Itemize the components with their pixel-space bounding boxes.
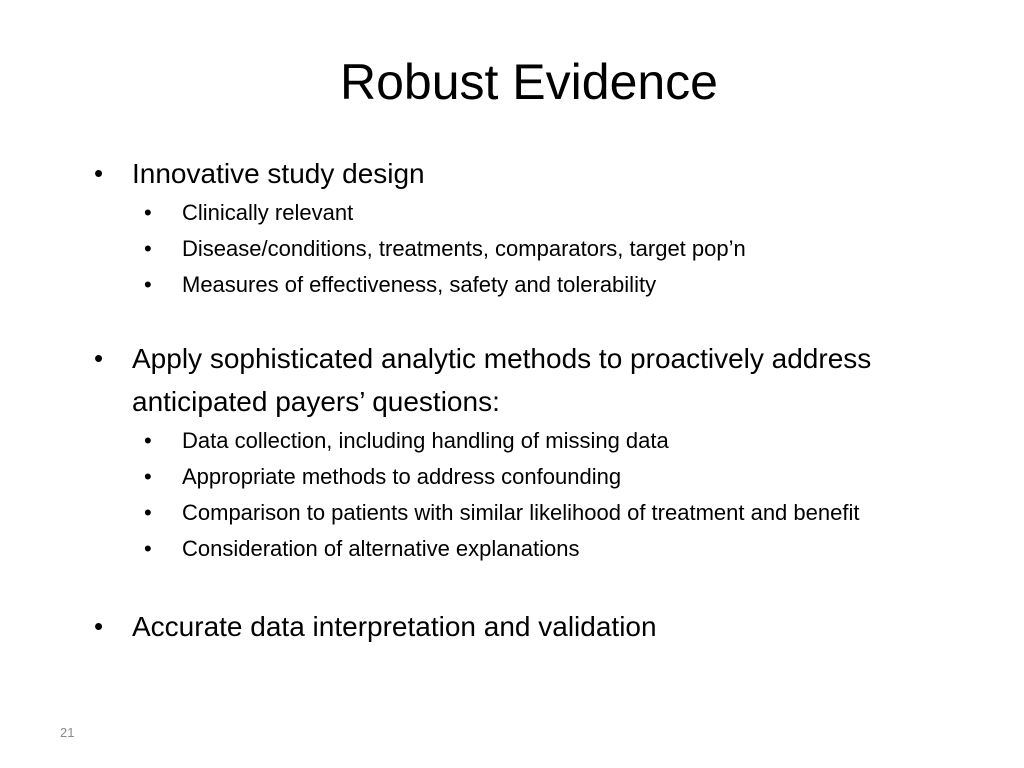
bullet-icon: • (144, 428, 152, 453)
bullet-icon: • (144, 536, 152, 561)
bullet-text: Innovative study design (132, 158, 425, 189)
slide-body (88, 152, 988, 648)
bullet-icon: • (144, 200, 152, 225)
sub-bullet-text: Disease/conditions, treatments, comparators, target pop’n (182, 236, 746, 261)
bullet-list (88, 152, 988, 648)
sub-bullet-item (132, 531, 988, 567)
sub-bullet-text: Data collection, including handling of missing data (182, 428, 669, 453)
sub-bullet-list (132, 423, 988, 567)
sub-bullet-item (132, 231, 988, 267)
sub-bullet-list (132, 195, 988, 303)
sub-bullet-item (132, 267, 988, 303)
bullet-item (88, 152, 988, 303)
bullet-icon: • (94, 158, 104, 188)
sub-bullet-text: Clinically relevant (182, 200, 354, 225)
sub-bullet-text: Measures of effectiveness, safety and tolerability (182, 272, 657, 297)
sub-bullet-text: Consideration of alternative explanations (182, 536, 580, 561)
sub-bullet-item (132, 495, 988, 531)
sub-bullet-item (132, 459, 988, 495)
slide-title: Robust Evidence (339, 54, 718, 110)
page-number: 21 (60, 725, 75, 740)
bullet-icon: • (144, 500, 152, 525)
sub-bullet-item (132, 195, 988, 231)
bullet-icon: • (94, 343, 104, 373)
bullet-icon: • (144, 272, 152, 297)
bullet-text: Accurate data interpretation and validation (132, 611, 657, 642)
bullet-item (88, 605, 988, 648)
sub-bullet-text: Appropriate methods to address confounding (182, 464, 622, 489)
sub-bullet-text: Comparison to patients with similar likelihood of treatment and benefit (182, 500, 860, 525)
bullet-item (88, 337, 988, 567)
sub-bullet-item (132, 423, 988, 459)
bullet-text: Apply sophisticated analytic methods to proactively address anticipated payers’ questions: (132, 343, 872, 417)
bullet-icon: • (144, 236, 152, 261)
bullet-icon: • (144, 464, 152, 489)
bullet-icon: • (94, 611, 104, 641)
